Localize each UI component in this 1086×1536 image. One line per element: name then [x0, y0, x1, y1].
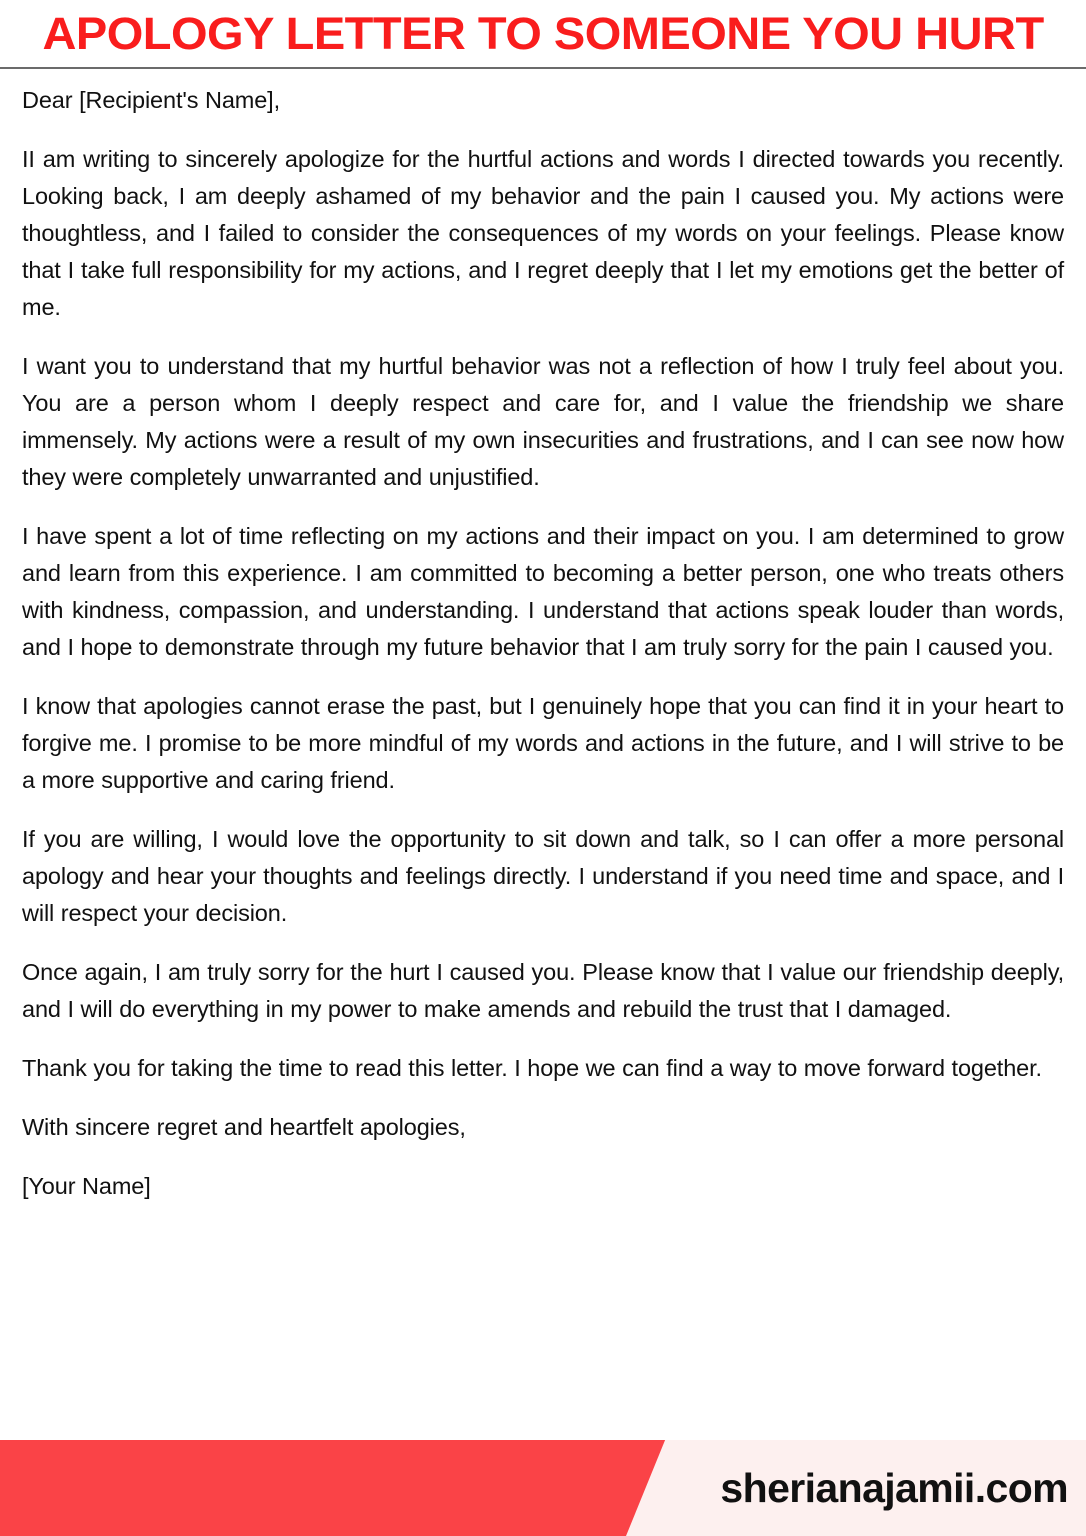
letter-paragraph: I want you to understand that my hurtful behavior was not a reflection of how I truly feel about you. You are a person whom I deeply respect and care for, and I value the friendship we share immensely. My actions were a result of my own insecurities and frustrations, and I can see now how they were completely unwarranted and unjustified. [22, 353, 1064, 490]
letter-paragraph: If you are willing, I would love the opportunity to sit down and talk, so I can offer a more personal apology and hear your thoughts and feelings directly. I understand if you need time and space, and I will respect your decision. [22, 826, 1064, 926]
letter-paragraph: I have spent a lot of time reflecting on my actions and their impact on you. I am determined to grow and learn from this experience. I am committed to becoming a better person, one who treats others with kindness, compassion, and understanding. I understand that actions speak louder than words, and I hope to demonstrate through my future behavior that I am truly sorry for the pain I caused you. [22, 523, 1064, 660]
document-title-bar [0, 0, 1086, 66]
footer-banner [0, 1440, 1086, 1536]
letter-signature: [Your Name] [22, 1173, 151, 1199]
letter-salutation: Dear [Recipient's Name], [22, 87, 280, 113]
letter-closing: With sincere regret and heartfelt apologies, [22, 1114, 466, 1140]
letter-paragraph: Thank you for taking the time to read this letter. I hope we can find a way to move forward together. [22, 1055, 1042, 1081]
letter-paragraph: I know that apologies cannot erase the past, but I genuinely hope that you can find it in your heart to forgive me. I promise to be more mindful of my words and actions in the future, and I will strive to be a more supportive and caring friend. [22, 693, 1064, 793]
letter-body [22, 82, 1064, 1205]
letter-paragraph: II am writing to sincerely apologize for the hurtful actions and words I directed towards you recently. Looking back, I am deeply ashamed of my behavior and the pain I caused you. My actions were thoughtless, and I failed to consider the consequences of my words on your feelings. Please know that I take full responsibility for my actions, and I regret deeply that I let my emotions get the better of me. [22, 146, 1064, 320]
letter-paragraph: Once again, I am truly sorry for the hurt I caused you. Please know that I value our friendship deeply, and I will do everything in my power to make amends and rebuild the trust that I damaged. [22, 959, 1064, 1022]
title-divider [0, 67, 1086, 69]
page-title: APOLOGY LETTER TO SOMEONE YOU HURT [42, 7, 1044, 59]
footer-brand-website[interactable]: sherianajamii.com [720, 1464, 1068, 1511]
